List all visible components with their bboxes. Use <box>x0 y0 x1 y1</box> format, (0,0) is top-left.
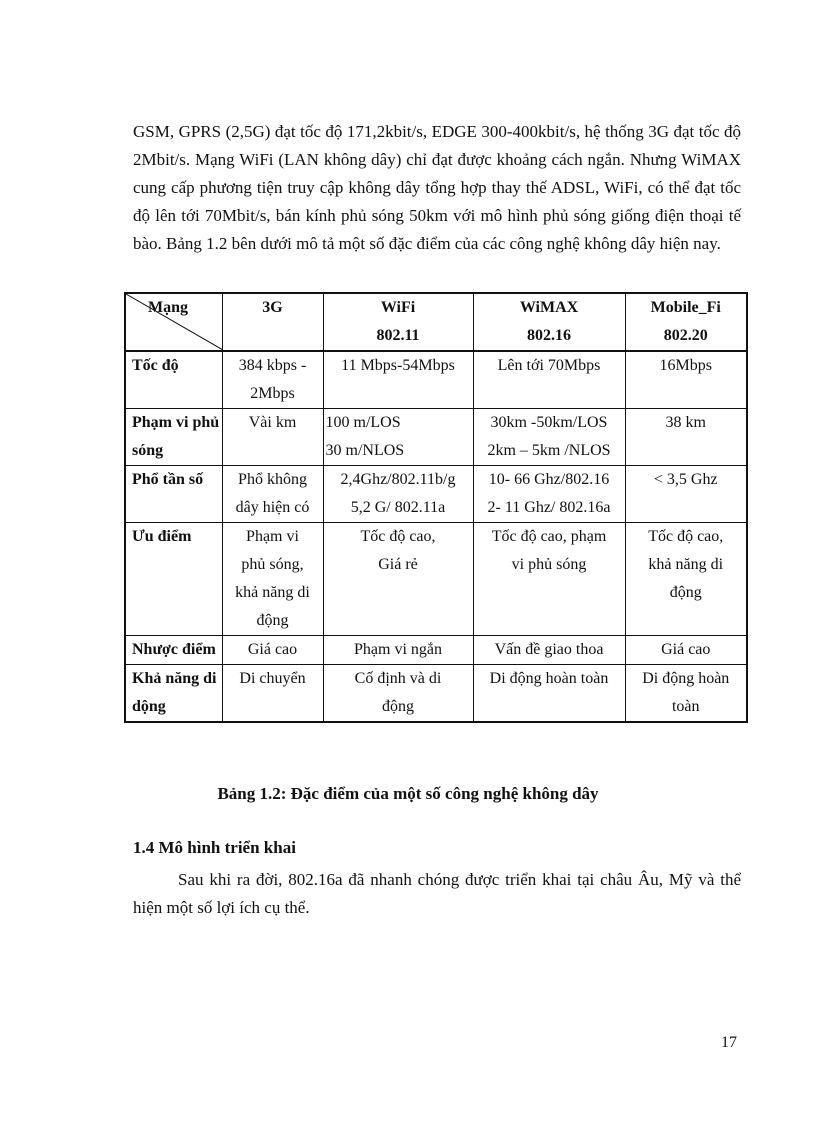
table-header-row <box>125 293 747 351</box>
column-header-wimax: WiMAX 802.16 <box>473 293 625 351</box>
cell-line: 2,4Ghz/802.11b/g <box>340 471 456 488</box>
cell-line: Di chuyển <box>239 670 306 687</box>
cell-line: Phạm vi ngắn <box>354 641 442 658</box>
cell-line: động <box>669 584 702 601</box>
cell-line: khả năng di <box>648 556 724 573</box>
table-cell <box>625 665 747 723</box>
table-cell <box>473 665 625 723</box>
table-cell <box>323 523 473 636</box>
cell-line: Lên tới 70Mbps <box>497 357 601 374</box>
table-row <box>125 351 747 409</box>
cell-line: 30km -50km/LOS <box>490 414 608 431</box>
table-row <box>125 409 747 466</box>
cell-line: 38 km <box>665 414 706 431</box>
cell-line: phủ sóng, <box>241 556 304 573</box>
table-cell <box>323 665 473 723</box>
cell-line: 384 kbps - <box>238 357 307 374</box>
table-body <box>125 351 747 722</box>
cell-line: Giá cao <box>247 641 298 658</box>
corner-label: Mạng <box>148 299 188 316</box>
row-label: Phạm vi phủ sóng <box>125 409 222 466</box>
cell-line: 2Mbps <box>250 385 295 402</box>
cell-line: động <box>256 612 289 629</box>
intro-paragraph: GSM, GPRS (2,5G) đạt tốc độ 171,2kbit/s, EDGE 300-400kbit/s, hệ thống 3G đạt tốc độ 2Mbit/s. Mạng WiFi (LAN không dây) chỉ đạt được khoảng cách ngắn. Nhưng WiMAX cung cấp phương tiện truy cập không dây tổng hợp thay thế ADSL, WiFi, có thể đạt tốc độ lên tới 70Mbit/s, bán kính phủ sóng 50km với mô hình phủ sóng giống điện thoại tế bào. Bảng 1.2 bên dưới mô tả một số đặc điểm của các công nghệ không dây hiện nay. <box>133 122 741 253</box>
cell-line: Tốc độ cao, <box>360 528 436 545</box>
section-heading: 1.4 Mô hình triển khai <box>133 838 296 857</box>
column-header-3g: 3G <box>222 293 323 351</box>
table-cell <box>625 351 747 409</box>
cell-line: Cố định và di <box>354 670 442 687</box>
cell-line: 11 Mbps-54Mbps <box>341 357 455 374</box>
table-cell <box>625 636 747 665</box>
cell-line: 2km – 5km /NLOS <box>487 442 611 459</box>
cell-line: Phạm vi <box>246 528 299 545</box>
table-cell <box>473 351 625 409</box>
table-cell <box>473 409 625 466</box>
table-cell <box>473 636 625 665</box>
table-cell <box>473 523 625 636</box>
row-label: Nhược điểm <box>125 636 222 665</box>
wireless-comparison-table <box>124 292 748 723</box>
cell-line: < 3,5 Ghz <box>653 471 718 488</box>
page-number: 17 <box>721 1034 737 1051</box>
row-label: Phổ tần số <box>125 466 222 523</box>
table-cell <box>222 466 323 523</box>
cell-line: Giá rẻ <box>378 556 418 573</box>
cell-line: khả năng di <box>235 584 310 601</box>
table-cell <box>473 466 625 523</box>
table-cell <box>222 523 323 636</box>
table-cell <box>323 409 473 466</box>
column-header-mobile-fi: Mobile_Fi 802.20 <box>625 293 747 351</box>
cell-line: Di động hoàn toàn <box>489 670 609 687</box>
cell-line: Tốc độ cao, <box>648 528 724 545</box>
table-row <box>125 665 747 723</box>
table-corner-cell <box>125 293 222 351</box>
cell-line: toàn <box>671 698 700 715</box>
cell-line: động <box>382 698 414 715</box>
cell-line: vi phủ sóng <box>511 556 587 573</box>
cell-line: Vài km <box>248 414 297 431</box>
table-cell <box>625 409 747 466</box>
cell-line: Vấn đề giao thoa <box>494 641 604 658</box>
table-row <box>125 523 747 636</box>
table-cell <box>222 665 323 723</box>
cell-line: 10- 66 Ghz/802.16 <box>488 471 610 488</box>
cell-line: Di động hoàn <box>642 670 730 687</box>
row-label: Khả năng di dộng <box>125 665 222 723</box>
table-cell <box>323 636 473 665</box>
cell-line: 30 m/NLOS <box>325 442 405 459</box>
table-cell <box>222 351 323 409</box>
table-cell <box>323 351 473 409</box>
table-cell <box>222 409 323 466</box>
cell-line: 16Mbps <box>659 357 712 374</box>
cell-line: 5,2 G/ 802.11a <box>350 499 446 516</box>
row-label: Tốc độ <box>125 351 222 409</box>
body-paragraph: Sau khi ra đời, 802.16a đã nhanh chóng được triển khai tại châu Âu, Mỹ và thể hiện một số lợi ích cụ thể. <box>133 870 741 917</box>
cell-line: Giá cao <box>661 641 711 658</box>
cell-line: 2- 11 Ghz/ 802.16a <box>487 499 611 516</box>
table-row <box>125 466 747 523</box>
table-cell <box>222 636 323 665</box>
table-cell <box>625 523 747 636</box>
row-label: Ưu điểm <box>125 523 222 636</box>
cell-line: dây hiện có <box>235 499 310 516</box>
table-caption: Bảng 1.2: Đặc điểm của một số công nghệ không dây <box>217 784 599 803</box>
table-row <box>125 636 747 665</box>
column-header-wifi: WiFi 802.11 <box>323 293 473 351</box>
table-cell <box>323 466 473 523</box>
cell-line: Phổ không <box>238 471 307 488</box>
table-cell <box>625 466 747 523</box>
cell-line: 100 m/LOS <box>325 414 401 431</box>
cell-line: Tốc độ cao, phạm <box>491 528 607 545</box>
